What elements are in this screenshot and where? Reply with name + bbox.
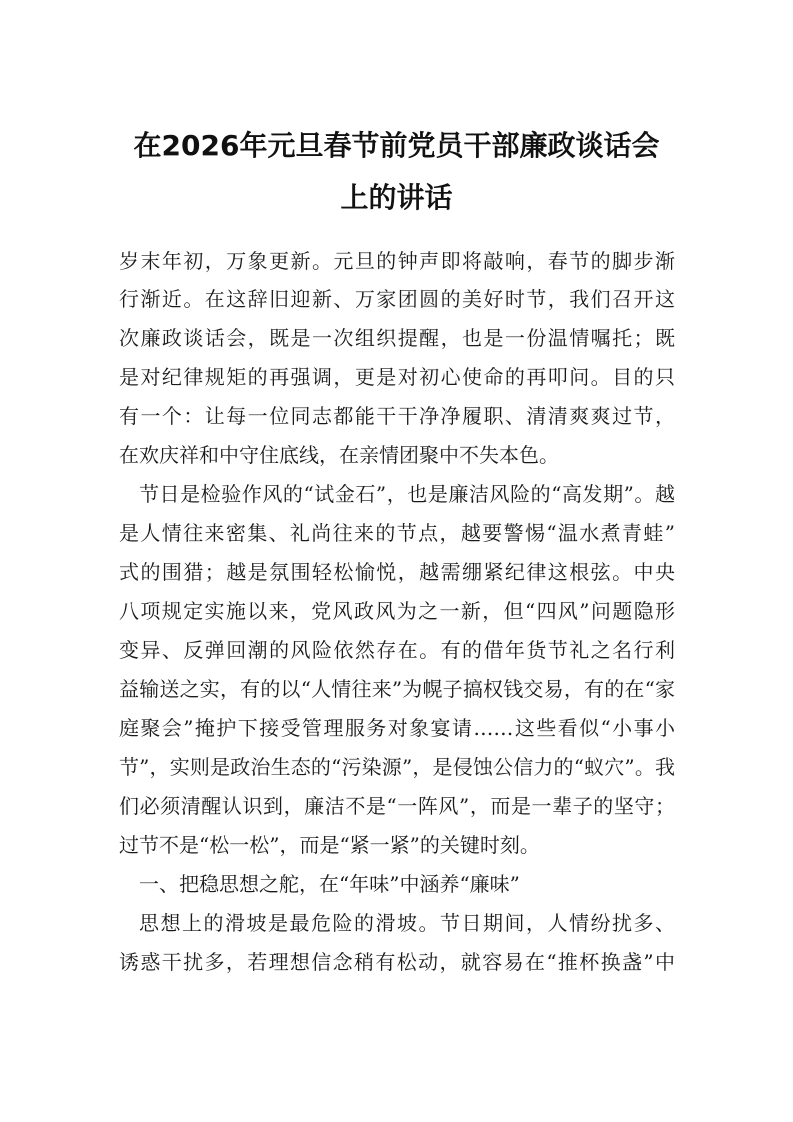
document-title-line-2: 上的讲话 xyxy=(340,181,453,214)
paragraph-1-line-6: 在欢庆祥和中守住底线，在亲情团聚中不失本色。 xyxy=(119,443,559,467)
paragraph-3-line-2: 诱惑干扰多，若理想信念稍有松动，就容易在“推杯换盏”中 xyxy=(119,950,675,974)
paragraph-2-line-4: 八项规定实施以来，党风政风为之一新，但“四风”问题隐形 xyxy=(119,599,675,623)
paragraph-1-line-3: 次廉政谈话会，既是一次组织提醒，也是一份温情嘱托；既 xyxy=(119,326,675,350)
paragraph-2-line-3: 式的围猎；越是氛围轻松愉悦，越需绷紧纪律这根弦。中央 xyxy=(119,560,675,584)
paragraph-2-line-7: 庭聚会”掩护下接受管理服务对象宴请……这些看似“小事小 xyxy=(119,716,675,740)
paragraph-1-line-4: 是对纪律规矩的再强调，更是对初心使命的再叩问。目的只 xyxy=(119,365,675,389)
paragraph-2-line-8: 节”，实则是政治生态的“污染源”，是侵蚀公信力的“蚁穴”。我 xyxy=(119,755,675,779)
paragraph-2-line-10: 过节不是“松一松”，而是“紧一紧”的关键时刻。 xyxy=(119,833,540,857)
paragraph-1-line-5: 有一个：让每一位同志都能干干净净履职、清清爽爽过节， xyxy=(119,404,675,428)
paragraph-2-line-1: 节日是检验作风的“试金石”，也是廉洁风险的“高发期”。越 xyxy=(139,482,675,506)
paragraph-1-line-1: 岁末年初，万象更新。元旦的钟声即将敲响，春节的脚步渐 xyxy=(119,249,675,273)
section-heading-1: 一、把稳思想之舵，在“年味”中涵养“廉味” xyxy=(139,872,520,896)
paragraph-2-line-5: 变异、反弹回潮的风险依然存在。有的借年货节礼之名行利 xyxy=(119,638,675,662)
paragraph-2-line-2: 是人情往来密集、礼尚往来的节点，越要警惕“温水煮青蛙” xyxy=(119,521,675,545)
paragraph-2-line-9: 们必须清醒认识到，廉洁不是“一阵风”，而是一辈子的坚守； xyxy=(119,794,675,818)
paragraph-3-line-1: 思想上的滑坡是最危险的滑坡。节日期间，人情纷扰多、 xyxy=(139,911,675,935)
paragraph-2-line-6: 益输送之实，有的以“人情往来”为幌子搞权钱交易，有的在“家 xyxy=(119,677,675,701)
document-title-line-1: 在2026年元旦春节前党员干部廉政谈话会 xyxy=(133,129,660,162)
paragraph-1-line-2: 行渐近。在这辞旧迎新、万家团圆的美好时节，我们召开这 xyxy=(119,287,675,311)
